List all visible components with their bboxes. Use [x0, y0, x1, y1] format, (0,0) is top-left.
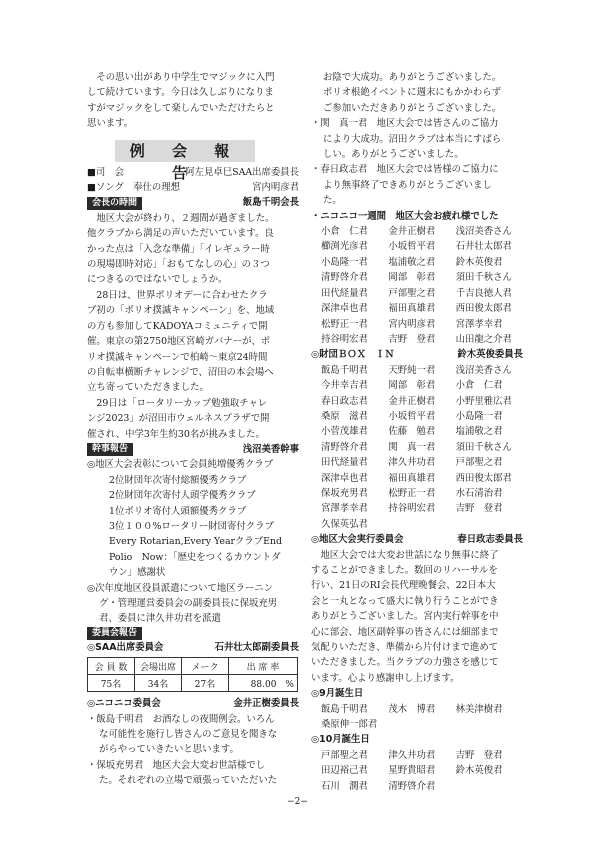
name-row: [311, 702, 523, 717]
saa-name: 石井壮太郎副委員長: [214, 641, 299, 653]
text-line: につきるのではないでしょうか。: [87, 274, 228, 286]
attendance-header-row: [88, 658, 298, 675]
member-name: 戸部聖之君: [388, 287, 436, 299]
kanji-header: [87, 442, 299, 457]
text-line: 思います。: [87, 118, 134, 130]
text-line: 催。東京の第2750地区宮崎ガバナーが、ポ: [87, 336, 271, 348]
member-name: 清野啓介君: [388, 780, 436, 792]
text-line: 29日は「ロータリーカップ勉強取チャレ: [96, 397, 268, 409]
member-name: 桑原 滋君: [321, 410, 368, 422]
saa-header: [87, 640, 299, 655]
nikoniko-item-line: より無事終了できありがとうございまし: [323, 179, 492, 191]
box-name: 鈴木英俊委員長: [457, 349, 523, 361]
member-name: 鈴木英俊君: [455, 256, 503, 268]
text-line: して続けています。今日は久しぶりになりま: [87, 87, 274, 99]
text-line: リオ撲滅キャンペーンで柏崎～東京24時間: [87, 351, 268, 363]
nikoniko-item-line: がらやっていきたいと思います。: [99, 744, 239, 756]
name-row: [311, 471, 523, 486]
text-line: 28日は、世界ポリオデーに合わせたクラ: [96, 289, 268, 301]
member-name: 岡部 彰君: [388, 380, 436, 392]
name-row: [311, 317, 523, 332]
attendance-value-row: [88, 675, 298, 692]
otsukare-names: [311, 224, 523, 347]
member-name: 星野貴昭君: [388, 765, 436, 777]
sep-birthday-title: ◎9月誕生日: [311, 688, 364, 700]
member-name: 鈴木英俊君: [455, 765, 503, 777]
section-title: 例 会 報 告: [115, 140, 255, 162]
kanji-item-line: 2位財団年次寄付総額優秀クラブ: [109, 474, 247, 486]
member-name: 水石清治君: [455, 487, 503, 499]
member-name: 小坂哲平君: [388, 410, 436, 422]
nikoniko-item-line: ・関 真一君 地区大会では皆さんのご協力: [311, 118, 499, 130]
name-row: [311, 270, 523, 285]
member-name: 田代経量君: [321, 287, 368, 299]
text-line: 他クラブから満足の声いただいています。良: [87, 228, 274, 240]
att-header-makeup: メーク: [182, 658, 229, 675]
name-row: [311, 717, 523, 732]
member-name: 津久井功君: [388, 749, 436, 761]
oct-birthday-header: [311, 732, 523, 747]
jikko-title: ◎地区大会実行委員会: [311, 534, 404, 546]
name-row: [311, 455, 523, 470]
member-name: 林美津樹君: [455, 703, 503, 715]
name-row: [311, 301, 523, 316]
member-name: 持谷明宏君: [388, 503, 436, 515]
box-header: [311, 347, 523, 362]
iinkai-header: [87, 627, 299, 640]
member-name: 千吉良徳人君: [455, 287, 512, 299]
text-line: ブ初の「ポリオ撲滅キャンペーン」を、地域: [87, 305, 275, 317]
left-column: [87, 70, 299, 789]
sep-birthday-header: [311, 686, 523, 701]
member-name: 深津卓也君: [321, 472, 368, 484]
name-row: [311, 239, 523, 254]
member-name: 浅沼美香さん: [455, 364, 512, 376]
text-line: かった点は「入念な準備」「イレギュラー時: [87, 243, 270, 255]
kanji-item-line: ウン」感謝状: [109, 567, 166, 579]
otsukare-header: [311, 209, 523, 224]
text-line: 会と一丸となって盛大に執り行うことができ: [311, 595, 499, 607]
member-name: 小倉 仁君: [321, 226, 368, 238]
member-name: [456, 517, 523, 532]
text-line: ありがとうございました。宮内実行幹事を中: [311, 611, 499, 623]
member-name: 小島隆一君: [455, 410, 503, 422]
member-name: 塩浦敬之君: [388, 256, 436, 268]
name-row: [311, 748, 523, 763]
member-name: 宮澤孝幸君: [455, 318, 503, 330]
member-name: 吉野 登君: [455, 503, 503, 515]
member-name: 久保英弘君: [321, 518, 368, 530]
kanji-item-line: 君、委員に津久井功君を派遣: [99, 613, 221, 625]
member-name: 塩浦敬之君: [455, 426, 503, 438]
name-row: [311, 363, 523, 378]
member-name: 松野正一君: [388, 487, 436, 499]
nikoniko-items: [87, 712, 299, 789]
nikoniko-item-line: ・飯島千明君 お酒なしの夜間例会。いろん: [87, 713, 275, 725]
member-name: 小菅茂雄君: [321, 426, 368, 438]
jikko-text: [311, 548, 523, 687]
text-line: 立ち寄っていただきました。: [87, 382, 209, 394]
kanji-badge: 幹事報告: [87, 443, 133, 456]
name-row: [311, 517, 523, 532]
name-row: [311, 763, 523, 778]
text-line: 地区大会では大変お世話になり無事に終了: [320, 549, 499, 561]
iinkai-badge: 委員会報告: [87, 627, 142, 640]
member-name: 吉野 登君: [455, 749, 503, 761]
member-name: 石井壮太郎君: [455, 241, 512, 253]
text-line: の方も参加してKADOYAコミュニティで開: [87, 320, 268, 332]
nikoniko-item-line: により大成功。沼田クラブは本当にすばら: [323, 133, 502, 145]
member-name: 小野里雅広君: [455, 395, 512, 407]
member-name: 西田俊太郎君: [455, 472, 512, 484]
sep-birthday-names: [311, 702, 523, 733]
member-name: 佐藤 勉君: [388, 426, 436, 438]
kanji-item-line: ◎次年度地区役員派遣について地区ラーニン: [87, 582, 274, 594]
member-name: 西田俊太郎君: [455, 303, 512, 315]
kanji-item-line: ◎地区大会表彰について会員純増優秀クラブ: [87, 459, 274, 471]
text-line: 気配りいただき、準備から片付けまで進めて: [311, 642, 499, 654]
member-name: 小坂哲平君: [388, 241, 436, 253]
nikoniko-item-line: ご参加いただきありがとうございました。: [323, 102, 502, 114]
att-header-members: 会 員 数: [88, 658, 135, 675]
member-name: 飯島千明君: [321, 703, 368, 715]
kaicho-header: [87, 195, 299, 210]
text-line: います。心より感謝申し上げます。: [311, 672, 460, 684]
name-row: [311, 332, 523, 347]
nikoniko-item-line: な可能性を施行し皆さんのご意見を聞きな: [99, 729, 278, 741]
nikoniko-item-line: お陰で大成功。ありがとうございました。: [323, 72, 502, 83]
att-value-present: 34名: [135, 675, 182, 692]
member-name: 戸部聖之君: [455, 457, 503, 469]
member-name: 須田千秋さん: [455, 272, 512, 284]
text-line: いただきました。当クラブの力強さを感じて: [311, 657, 499, 669]
name-row: [311, 394, 523, 409]
att-value-makeup: 27名: [182, 675, 229, 692]
member-name: 須田千秋さん: [455, 441, 512, 453]
name-row: [311, 501, 523, 516]
member-name: 保坂充男君: [321, 487, 368, 499]
name-row: [311, 486, 523, 501]
kanji-item-line: Polio Now：「歴史をつくるカウントダ: [109, 551, 281, 563]
member-name: 田代経量君: [321, 457, 368, 469]
intro-text: [87, 70, 299, 132]
nikoniko-item-line: しい。ありがとうございました。: [323, 149, 464, 161]
text-line: 地区大会が終わり、２週間が過ぎました。: [96, 212, 275, 224]
text-line: 心に部会、地区副幹事の皆さんには細部まで: [311, 626, 499, 638]
member-name: 吉野 登君: [388, 333, 436, 345]
member-name: 深津卓也君: [321, 303, 368, 315]
att-header-present: 会場出席: [135, 658, 182, 675]
nikoniko-item-line: た。それぞれの立場で頑張っていただいた: [99, 775, 278, 787]
page-number: −2−: [287, 797, 308, 807]
role-value: 阿左見卓巳SAA出席委員長: [185, 166, 299, 178]
role-mc: [87, 165, 299, 180]
member-name: [388, 517, 455, 532]
member-name: 宮内明彦君: [388, 318, 436, 330]
nikoniko-name: 金井正樹委員長: [233, 698, 299, 710]
name-row: [311, 286, 523, 301]
text-line: の自転車横断チャレンジで、沼田の本会場へ: [87, 366, 274, 378]
nikoniko-item-line: ・春日政志君 地区大会では皆様のご協力に: [311, 164, 499, 176]
nikoniko-item-line: ・保坂充男君 地区大会大変お世話様でし: [87, 759, 266, 771]
jikko-name: 春日政志委員長: [457, 534, 523, 546]
member-name: 持谷明宏君: [321, 333, 368, 345]
text-line: 催され、中学3年生約30名が挑みました。: [87, 428, 265, 440]
kaicho-name: 飯島千明会長: [242, 197, 299, 209]
name-row: [311, 440, 523, 455]
member-name: 松野正一君: [321, 318, 368, 330]
member-name: 飯島千明君: [321, 364, 368, 376]
member-name: 田辺裕己君: [321, 765, 368, 777]
member-name: 関 真一君: [388, 441, 436, 453]
role-label: ■司 会: [87, 166, 124, 178]
name-row: [311, 378, 523, 393]
member-name: 小倉 仁君: [455, 380, 503, 392]
oct-birthday-title: ◎10月誕生日: [311, 734, 370, 746]
attendance-table: [87, 657, 298, 692]
text-line: することができました。数回のリハーサルを: [311, 565, 498, 576]
member-name: [456, 779, 523, 794]
kanji-item-line: 1位ポリオ寄付人頭額優秀クラブ: [109, 505, 247, 517]
kanji-item-line: グ・管理運営委員会の副委員長に保坂充男: [99, 598, 278, 609]
kanji-name: 浅沼美香幹事: [242, 443, 299, 455]
name-row: [311, 224, 523, 239]
member-name: 今井幸吉君: [321, 380, 368, 392]
member-name: 戸部聖之君: [321, 749, 368, 761]
name-row: [311, 424, 523, 439]
nikoniko-item-line: ポリオ根絶イベントに週末にもかかわらず: [323, 87, 502, 99]
member-name: 金井正樹君: [388, 395, 436, 407]
jikko-header: [311, 532, 523, 547]
box-names: [311, 363, 523, 532]
box-title: ◎財団ＢＯＸ ＩＮ: [311, 349, 395, 361]
name-row: [311, 779, 523, 794]
att-value-members: 75名: [88, 675, 135, 692]
member-name: 岡部 彰君: [388, 272, 436, 284]
member-name: 津久井功君: [388, 457, 436, 469]
member-name: 茂木 博君: [388, 703, 436, 715]
att-value-rate: 88.00 %: [229, 675, 298, 692]
member-name: [388, 717, 455, 732]
member-name: 天野純一君: [388, 364, 436, 376]
member-name: 金井正樹君: [388, 226, 436, 238]
member-name: [456, 717, 523, 732]
role-value: 宮内明彦君: [252, 182, 299, 194]
kanji-item-line: 2位財団年次寄付人頭学優秀クラブ: [109, 490, 256, 502]
text-line: 行い、21日のRI会長代理晩餐会、22日本大: [311, 580, 496, 592]
kaicho-text: [87, 211, 299, 442]
member-name: 櫛渕光彦君: [321, 241, 368, 253]
member-name: 山田龍之介君: [455, 333, 512, 345]
member-name: 浅沼美香さん: [455, 226, 512, 238]
text-line: すがマジックをして楽しんでいただけたらと: [87, 102, 275, 114]
right-column: [311, 70, 523, 794]
member-name: 福田真雄君: [388, 472, 436, 484]
name-row: [311, 255, 523, 270]
kanji-item-line: Every Rotarian,Every YearクラブEnd: [109, 536, 283, 548]
nikoniko-item-line: た。: [323, 195, 342, 207]
member-name: 石川 潤君: [321, 780, 368, 792]
member-name: 小島隆一君: [321, 256, 368, 268]
name-row: [311, 409, 523, 424]
saa-title: ◎SAA出席委員会: [87, 641, 164, 653]
kanji-items: [87, 457, 299, 626]
member-name: 宮澤孝幸君: [321, 503, 368, 515]
role-label: ■ソング 奉仕の理想: [87, 182, 181, 194]
text-line: ンジ2023」が沼田市ウェルネスプラザで開: [87, 413, 270, 425]
text-line: の現場即時対応」「おもてなしの心」の３つ: [87, 259, 270, 271]
oct-birthday-names: [311, 748, 523, 794]
text-line: その思い出があり中学生でマジックに入門: [96, 72, 275, 83]
member-name: 春日政志君: [321, 395, 368, 407]
nikoniko-continued: [311, 70, 523, 209]
att-header-rate: 出 席 率: [229, 658, 298, 675]
nikoniko-title: ◎ニコニコ委員会: [87, 698, 161, 710]
member-name: 清野啓介君: [321, 441, 368, 453]
nikoniko-header: [87, 696, 299, 711]
kanji-item-line: 3位１００%ロータリー財団寄付クラブ: [109, 520, 274, 532]
member-name: 桑原伸一郎君: [321, 719, 378, 731]
kaicho-badge: 会長の時間: [87, 197, 142, 210]
member-name: 福田真雄君: [388, 303, 436, 315]
member-name: 清野啓介君: [321, 272, 368, 284]
otsukare-title: ・ニコニコ一週間 地区大会お疲れ様でした: [311, 210, 499, 222]
